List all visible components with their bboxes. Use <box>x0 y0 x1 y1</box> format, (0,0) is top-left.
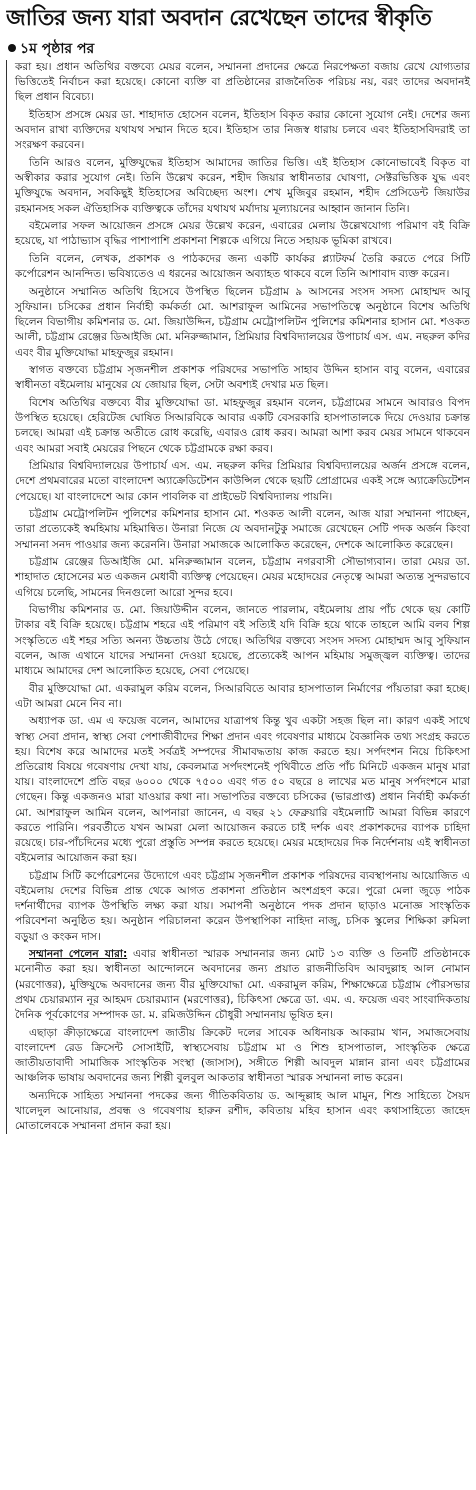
continued-text: ১ম পৃষ্ঠার পর <box>20 41 95 57</box>
paragraph: অনুষ্ঠানে সম্মানিত অতিথি হিসেবে উপস্থিত ছিলেন চট্টগ্রাম ৯ আসনের সংসদ সদস্য মোহাম্মদ আবু সুফিয়ান। চসিকের প্রধান নির্বাহী কর্মকর্তা মো. আশরাফুল আমিনের সভাপতিত্বে অনুষ্ঠানে বিশেষ অতিথি ছিলেন বিভাগীয় কমিশনার ড. মো. জিয়াউদ্দিন, চট্টগ্রাম মেট্রোপলিটন পুলিশের কমিশনার হাসান মো. শওকত আলী, চট্টগ্রাম রেঞ্জের ডিআইজি মো. মনিরুজ্জামান, প্রিমিয়ার বিশ্ববিদ্যালয়ের উপাচার্য এস. এম. নছরুল কদির এবং বীর মুক্তিযোদ্ধা মাহফুজুর রহমান। <box>15 285 470 359</box>
paragraph: চট্টগ্রাম রেঞ্জের ডিআইজি মো. মনিরুজ্জামান বলেন, চট্টগ্রাম নগরবাসী সৌভাগ্যবান। তারা মেয়র ডা. শাহাদাত হোসেনের মত একজন মেধাবী ব্যক্তিত্ব পেয়েছেন। মেয়র মহোদয়ের নেতৃত্বে আমরা অত্যন্ত সুন্দরভাবে এগিয়ে চলেছি, সামনের দিনগুলো আরো সুন্দর হবে। <box>15 556 470 599</box>
paragraph: এছাড়া ক্রীড়াক্ষেত্রে বাংলাদেশ জাতীয় ক্রিকেট দলের সাবেক অধিনায়ক আকরাম খান, সমাজসেবায় বাংলাদেশ রেড ক্রিসেন্ট সোসাইটি, স্বাস্থ্যসেবায় চট্টগ্রাম মা ও শিশু হাসপাতাল, সাংস্কৃতিক ক্ষেত্রে জাতীয়তাবাদী সামাজিক সাংস্কৃতিক সংস্থা (জাসাস), সঙ্গীতে শিল্পী আবদুল মান্নান রানা এবং চট্টগ্রামের আঞ্চলিক ভাষায় অবদানের জন্য শিল্পী বুলবুল আকতার স্বাধীনতা স্মারক সম্মাননা লাভ করেন। <box>15 1026 470 1085</box>
paragraph: প্রিমিয়ার বিশ্ববিদ্যালয়ের উপাচার্য এস. এম. নছরুল কদির প্রিমিয়ার বিশ্ববিদ্যালয়ের অর্জন প্রসঙ্গে বলেন, দেশে প্রথমবারের মতো বাংলাদেশ অ্যাক্রেডিটেশন কাউন্সিল থেকে ছয়টি প্রোগ্রামের একই সঙ্গে অ্যাক্রেডিটেশন পেয়েছে। যা বাংলাদেশে আর কোন পাবলিক বা প্রাইভেট বিশ্ববিদ্যালয় পায়নি। <box>15 460 470 503</box>
paragraph: অধ্যাপক ডা. এম এ ফয়েজ বলেন, আমাদের যাত্রাপথ কিন্তু খুব একটা সহজ ছিল না। কারণ একই সাথে স্বাস্থ্য সেবা প্রদান, স্বাস্থ্য সেবা পেশাজীবীদের শিক্ষা প্রদান এবং গবেষণার মাধ্যমে বৈজ্ঞানিক তথ্য সংগ্রহ করতে হয়। বিশেষ করে আমাদের মতই সর্বত্রই সম্পদের সীমাবদ্ধতায় কাজ করতে হয়। সর্পদংশন নিয়ে চিকিৎসা প্রতিরোধ বিষয়ে গবেষণায় দেখা যায়, কেবলমাত্র সর্পদংশনেই পৃথিবীতে প্রতি পাঁচ মিনিটে একজন মানুষ মারা যায়। বাংলাদেশে প্রতি বছর ৬০০০ থেকে ৭৫০০ এবং গত ৫০ বছরে ৪ লাখের মত মানুষ সর্পদংশনে মারা গেছেন। কিন্তু একজনও মারা যাওয়ার কথা না। সভাপতির বক্তব্যে চসিকের (ভারপ্রাপ্ত) প্রধান নির্বাহী কর্মকর্তা মো. আশরাফুল আমিন বলেন, আপনারা জানেন, এ বছর ২১ ফেব্রুয়ারি বইমেলাটি আমরা বিভিন্ন কারণে করতে পারিনি। পরবর্তীতে যখন আমরা মেলা আয়োজন করতে চাই দর্শক এবং প্রকাশকদের ব্যাপক চাহিদা রয়েছে। চার-পাঁচদিনের মধ্যে পুরো প্রস্তুতি সম্পন্ন করতে হয়েছে। মেয়র মহোদয়ের দিক নির্দেশনায় এই স্বাধীনতা বইমেলার আয়োজন করা হয়। <box>15 715 470 865</box>
article-body <box>6 60 470 1134</box>
paragraph: চট্টগ্রাম সিটি কর্পোরেশনের উদ্যোগে এবং চট্টগ্রাম সৃজনশীল প্রকাশক পরিষদের ব্যবস্থাপনায় আয়োজিত এ বইমেলায় দেশের বিভিন্ন প্রান্ত থেকে আগত প্রকাশনা প্রতিষ্ঠান অংশগ্রহণ করে। পুরো মেলা জুড়ে পাঠক দর্শনার্থীদের ব্যাপক উপস্থিতি লক্ষ্য করা যায়। সমাপনী অনুষ্ঠানে পদক প্রদান ছাড়াও মনোজ্ঞ সাংস্কৃতিক পরিবেশনা অনুষ্ঠিত হয়। অনুষ্ঠান পরিচালনা করেন উপস্থাপিকা নাহিদা নাজু, চসিক স্কুলের শিক্ষিকা রুমিলা বড়ুয়া ও কংকন দাস। <box>15 869 470 943</box>
paragraph: স্বাগত বক্তব্যে চট্টগ্রাম সৃজনশীল প্রকাশক পরিষদের সভাপতি সাহাব উদ্দিন হাসান বাবু বলেন, এবারের স্বাধীনতা বইমেলায় মানুষের যে জোয়ার ছিল, সেটা অবশ্যই দেখার মত ছিল। <box>15 364 470 392</box>
paragraph: চট্টগ্রাম মেট্রোপলিটন পুলিশের কমিশনার হাসান মো. শওকত আলী বলেন, আজ যারা সম্মাননা পাচ্ছেন, তারা প্রত্যেকেই স্বমহিমায় মহিমান্বিত। উনারা নিজে যে অবদানটুকু সমাজে রেখেছেন সেটি পদক অর্জন কিংবা সম্মাননা সনদ পাওয়ার জন্য করেননি। উনারা সমাজকে আলোকিত করেছেন, দেশকে আলোকিত করেছেন। <box>15 508 470 551</box>
paragraph: বইমেলার সফল আয়োজন প্রসঙ্গে মেয়র উল্লেখ করেন, এবারের মেলায় উল্লেখযোগ্য পরিমাণ বই বিক্রি হয়েছে, যা পাঠাভ্যাস বৃদ্ধির পাশাপাশি প্রকাশনা শিল্পকে এগিয়ে নিতে সহায়ক ভূমিকা রাখবে। <box>15 220 470 248</box>
paragraph: অন্যদিকে সাহিত্য সম্মাননা পদকের জন্য গীতিকবিতায় ড. আব্দুল্লাহ আল মামুন, শিশু সাহিত্যে সৈয়দ খালেদুল আনোয়ার, প্রবন্ধ ও গবেষণায় হারুন রশীদ, কবিতায় মহিব হাসান এবং কথাসাহিত্যে জাহেদ মোতালেবকে সম্মাননা প্রদান করা হয়। <box>15 1089 470 1133</box>
paragraph: তিনি আরও বলেন, মুক্তিযুদ্ধের ইতিহাস আমাদের জাতির ভিত্তি। এই ইতিহাস কোনোভাবেই বিকৃত বা অস্বীকার করার সুযোগ নেই। তিনি উল্লেখ করেন, শহীদ জিয়ার স্বাধীনতার ঘোষণা, সেক্টরভিত্তিক যুদ্ধ এবং মুক্তিযুদ্ধে অবদান, সবকিছুই ইতিহাসের অবিচ্ছেদ্য অংশ। শেখ মুজিবুর রহমান, শহীদ প্রেসিডেন্ট জিয়াউর রহমানসহ সকল ঐতিহাসিক ব্যক্তিত্বকে তাঁদের যথাযথ মর্যাদায় মূল্যায়নের আহ্বান জানান তিনি। <box>15 157 470 215</box>
paragraph: বিশেষ অতিথির বক্তব্যে বীর মুক্তিযোদ্ধা ডা. মাহফুজুর রহমান বলেন, চট্টগ্রামের সামনে আবারও বিপদ উপস্থিত হয়েছে। হেরিটেজ ঘোষিত সিআরবিকে আবার একটি বেসরকারি হাসপাতালকে দিয়ে দেওয়ার চক্রান্ত চলছে। আমরা এই চক্রান্ত অতীতে রোধ করেছি, এবারও রোধ করব। আমরা আশা করব মেয়র সামনে থাকবেন এবং আমরা সবাই মেয়রের পিছনে থেকে চট্টগ্রামকে রক্ষা করব। <box>15 397 470 455</box>
headline: জাতির জন্য যারা অবদান রেখেছেন তাদের স্বীকৃতি <box>6 6 432 31</box>
bullet-icon <box>8 44 16 52</box>
paragraph: করা হয়। প্রধান অতিথির বক্তব্যে মেয়র বলেন, সম্মাননা প্রদানের ক্ষেত্রে নিরপেক্ষতা বজায় রেখে যোগ্যতার ভিত্তিতেই নির্বাচন করা হয়েছে। কোনো ব্যক্তি বা প্রতিষ্ঠানের রাজনৈতিক পরিচয় নয়, বরং তাদের অবদানই ছিল প্রধান বিবেচ্য। <box>15 61 470 104</box>
awardees-paragraph <box>15 947 470 1023</box>
section-lead-in: সম্মাননা পেলেন যারা: <box>29 948 128 961</box>
continued-from-label <box>6 40 470 60</box>
paragraph: বিভাগীয় কমিশনার ড. মো. জিয়াউদ্দীন বলেন, জানতে পারলাম, বইমেলায় প্রায় পাঁচ থেকে ছয় কোটি টাকার বই বিক্রি হয়েছে। চট্টগ্রাম শহরে এই পরিমাণ বই সত্যিই যদি বিক্রি হয়ে থাকে তাহলে আমি বলব শিল্প সংস্কৃতিতে এই শহর সত্যি অনন্য উচ্চতায় উঠে গেছে। অতিথির বক্তব্যে সংসদ সদস্য মোহাম্মদ আবু সুফিয়ান বলেন, আজ এখানে যাদের সম্মাননা দেওয়া হয়েছে, প্রত্যেকেই আপন মহিমায় সমুজ্জ্বল ব্যক্তিত্ব। তাদের মাধ্যমে আমাদের দেশ আলোকিত হয়েছে, সেবা পেয়েছে। <box>15 604 470 678</box>
paragraph: বীর মুক্তিযোদ্ধা মো. একরামুল করিম বলেন, সিআরবিতে আবার হাসপাতাল নির্মাণের পাঁয়তারা করা হচ্ছে। এটা আমরা মেনে নিব না। <box>15 682 470 710</box>
paragraph: তিনি বলেন, লেখক, প্রকাশক ও পাঠকদের জন্য একটি কার্যকর প্ল্যাটফর্ম তৈরি করতে পেরে সিটি কর্পোরেশন আনন্দিত। ভবিষ্যতেও এ ধরনের আয়োজন অব্যাহত থাকবে বলে তিনি আশাবাদ ব্যক্ত করেন। <box>15 253 470 281</box>
paragraph-text: এবার স্বাধীনতা স্মারক সম্মাননার জন্য মোট ১৩ ব্যক্তি ও তিনটি প্রতিষ্ঠানকে মনোনীত করা হয়। স্বাধীনতা আন্দোলনে অবদানের জন্য প্রয়াত রাজনীতিবিদ আবদুল্লাহ আল নোমান (মরণোত্তর), মুক্তিযুদ্ধে অবদানের জন্য বীর মুক্তিযোদ্ধা মো. একরামুল করিম, শিক্ষাক্ষেত্রে চট্টগ্রাম পৌরসভার প্রথম চেয়ারম্যান নূর আহমদ চেয়ারম্যান (মরণোত্তর), চিকিৎসা ক্ষেত্রে ডা. এম. এ. ফয়েজ এবং সাংবাদিকতায় দৈনিক পূর্বকোণের সম্পাদক ডা. ম. রমিজউদ্দিন চৌধুরী সম্মাননায় ভূষিত হন। <box>15 948 471 1022</box>
paragraph: ইতিহাস প্রসঙ্গে মেয়র ডা. শাহাদাত হোসেন বলেন, ইতিহাস বিকৃত করার কোনো সুযোগ নেই। দেশের জন্য অবদান রাখা ব্যক্তিদের যথাযথ সম্মান দিতে হবে। ইতিহাস তার নিজস্ব ধারায় চলবে এবং ইতিহাসবিদরাই তা সংরক্ষণ করবেন। <box>15 109 470 152</box>
